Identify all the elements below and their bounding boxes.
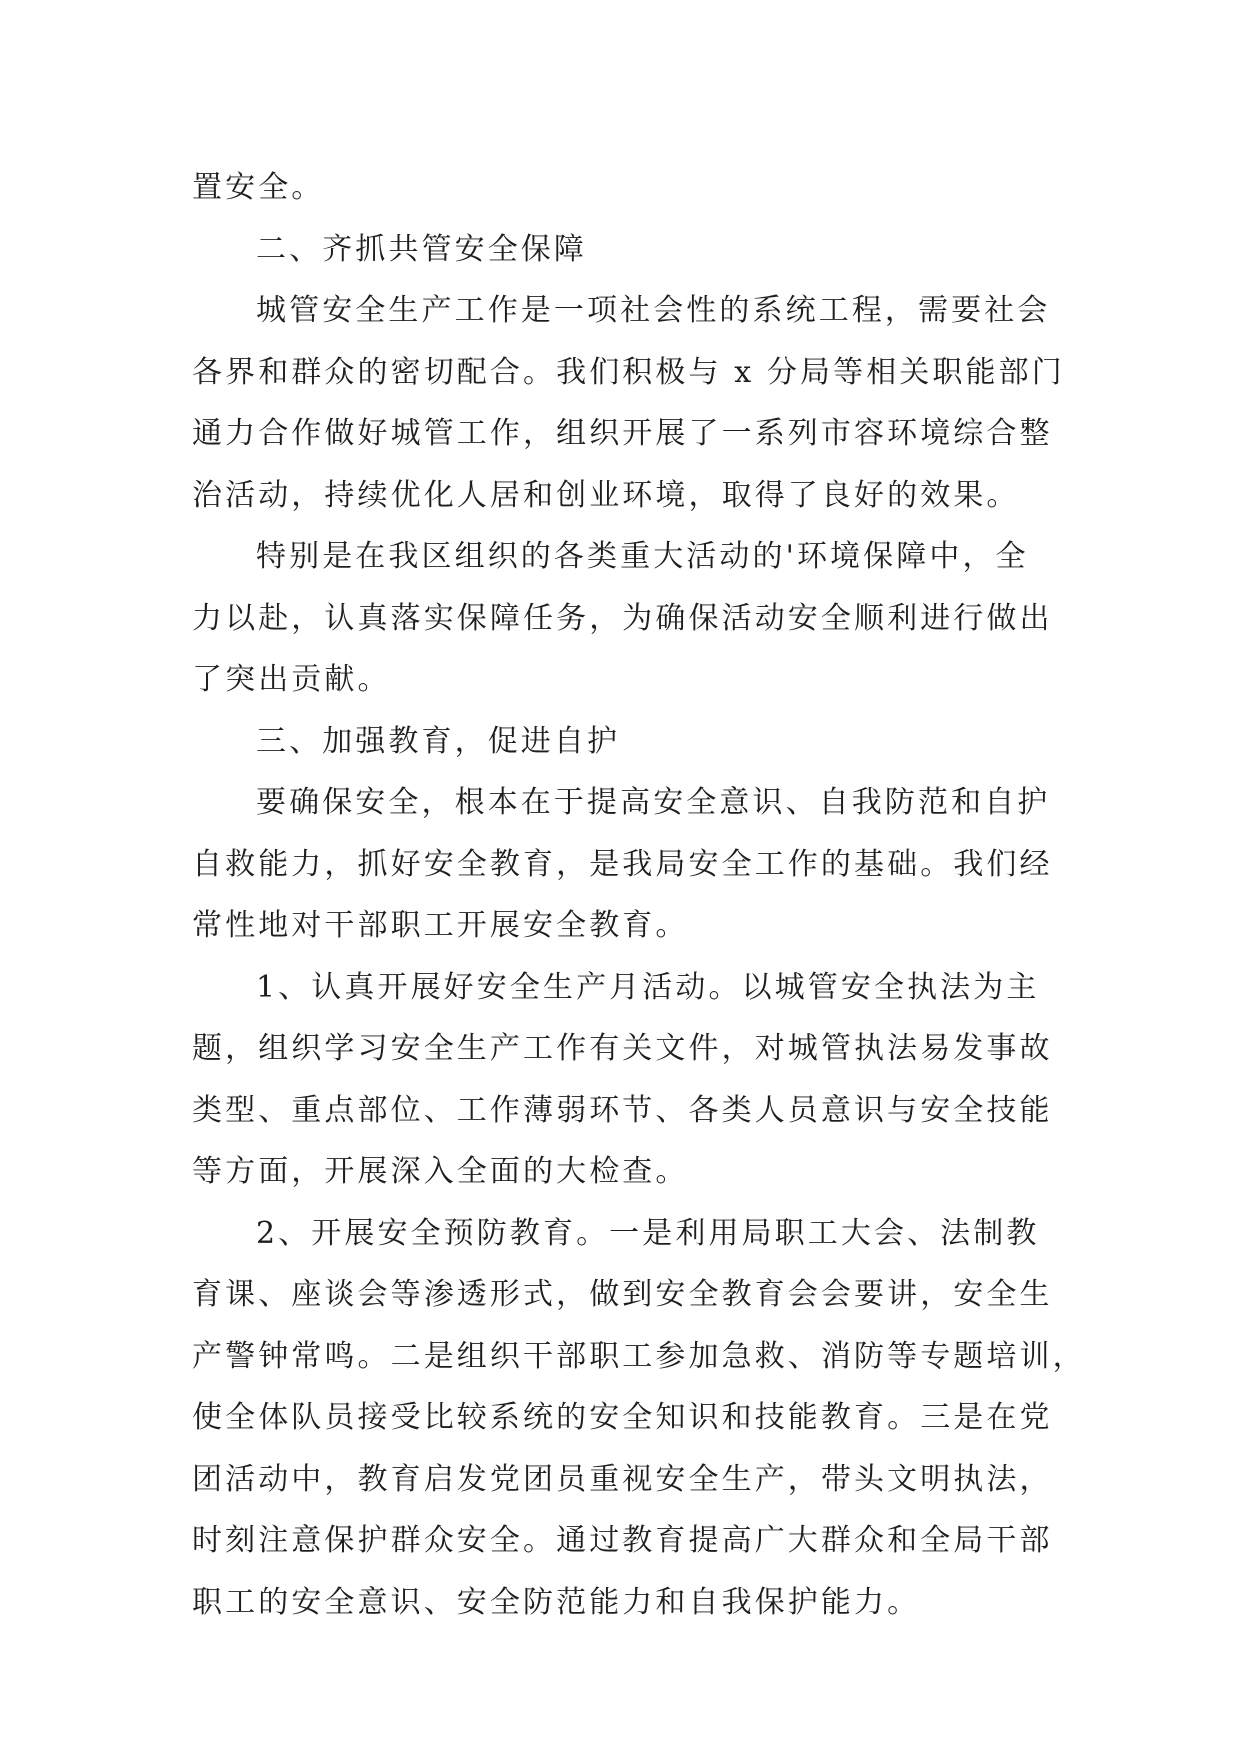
section-heading-2: 二、齐抓共管安全保障 [256, 231, 587, 267]
text-line-5: 通力合作做好城管工作，组织开展了一系列市容环境综合整 [192, 416, 1053, 451]
text-line-19: 育课、座谈会等渗透形式，做到安全教育会会要讲，安全生 [192, 1277, 1053, 1312]
text-line-23: 时刻注意保护群众安全。通过教育提高广大群众和全局干部 [192, 1523, 1053, 1558]
text-line-20: 产警钟常鸣。二是组织干部职工参加急救、消防等专题培训， [192, 1338, 1086, 1374]
text-line-9: 了突出贡献。 [192, 662, 391, 697]
text-line-16: 类型、重点部位、工作薄弱环节、各类人员意识与安全技能 [192, 1092, 1053, 1128]
text-line-6: 治活动，持续优化人居和创业环境，取得了良好的效果。 [192, 477, 1020, 513]
text-line-22: 团活动中，教育启发党团员重视安全生产，带头文明执法， [192, 1461, 1053, 1497]
document-body [192, 157, 1086, 1633]
text-line-1: 置安全。 [192, 170, 325, 205]
text-line-7: 特别是在我区组织的各类重大活动的'环境保障中，全 [256, 539, 1029, 574]
text-line-11: 要确保安全，根本在于提高安全意识、自我防范和自护 [256, 785, 1051, 820]
text-line-4: 各界和群众的密切配合。我们积极与 x 分局等相关职能部门 [192, 354, 1065, 390]
text-line-17: 等方面，开展深入全面的大检查。 [192, 1154, 689, 1189]
text-line-12: 自救能力，抓好安全教育，是我局安全工作的基础。我们经 [192, 846, 1053, 882]
text-line-24: 职工的安全意识、安全防范能力和自我保护能力。 [192, 1584, 921, 1620]
text-line-21: 使全体队员接受比较系统的安全知识和技能教育。三是在党 [192, 1400, 1053, 1435]
text-line-15: 题，组织学习安全生产工作有关文件，对城管执法易发事故 [192, 1031, 1053, 1066]
text-line-8: 力以赴，认真落实保障任务，为确保活动安全顺利进行做出 [192, 600, 1053, 636]
text-line-13: 常性地对干部职工开展安全教育。 [192, 908, 689, 943]
text-line-18: 2、开展安全预防教育。一是利用局职工大会、法制教 [256, 1215, 1040, 1251]
section-heading-3: 三、加强教育，促进自护 [256, 723, 621, 759]
text-line-14: 1、认真开展好安全生产月活动。以城管安全执法为主 [256, 969, 1040, 1005]
text-line-3: 城管安全生产工作是一项社会性的系统工程，需要社会 [256, 293, 1051, 328]
